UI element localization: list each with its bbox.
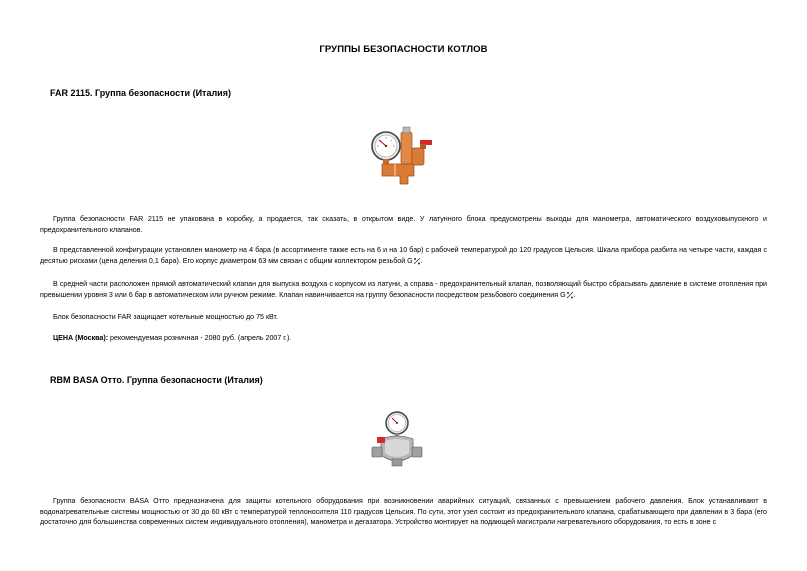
far-2115-paragraph-4: Блок безопасности FAR защищает котельные мощностью до 75 кВт.	[53, 313, 278, 321]
section-title-far-2115: FAR 2115. Группа безопасности (Италия)	[50, 88, 231, 98]
far-2115-paragraph-2-end: .	[420, 256, 423, 265]
thread-size-fraction-icon	[566, 291, 574, 299]
rbm-basa-product-image	[365, 409, 431, 471]
far-2115-paragraph-1: Группа безопасности FAR 2115 не упакована в коробку, а продается, так сказать, в открытом виде. У латунного блока предусмотрены выходы для манометра, автоматического воздуховыпускного и предохранительного клапанов.	[40, 215, 767, 234]
thread-size-fraction-icon	[413, 257, 421, 265]
rbm-basa-paragraph-1: Группа безопасности BASA Отто предназначена для защиты котельного оборудования при возникновении аварийных ситуаций, связанных с превышением рабочего давления. Блок устанавливают в водонагревательные системы мощностью от 30 до 60 кВт с температурой теплоносителя 110 градусов Цельсия. По сути, этот узел состоит из предохранительного клапана, срабатывающего при давлении в 3 бара (его достаточно для большинства современных систем индивидуального отопления), манометра и дегазатора. Устройство монтирует на подающей магистрали нагревательного оборудования, то есть в зоне с	[40, 497, 767, 527]
price-value: рекомендуемая розничная - 2080 руб. (апрель 2007 г.).	[108, 334, 292, 342]
page-title: ГРУППЫ БЕЗОПАСНОСТИ КОТЛОВ	[319, 44, 488, 55]
far-2115-paragraph-3-end: .	[573, 290, 576, 299]
section-title-rbm-basa: RBM BASA Отто. Группа безопасности (Италия)	[50, 375, 263, 385]
far-2115-paragraph-2	[40, 245, 767, 266]
price-label: ЦЕНА (Москва):	[53, 334, 109, 342]
far-2115-paragraph-2-text: В представленной конфигурации установлен манометр на 4 бара (в ассортименте также есть на 6 и на 10 бар) с рабочей температурой до 120 градусов Цельсия. Шкала прибора разбита на четыре части, каждая с десятью рисками (цена деления 0,1 бара). Его корпус диаметром 63 мм связан с общим коллектором резьбой G	[40, 246, 767, 265]
far-2115-paragraph-3	[40, 279, 767, 300]
far-2115-price	[40, 333, 767, 344]
far-2115-paragraph-3-text: В средней части расположен прямой автоматический клапан для выпуска воздуха с корпусом из латуни, а справа - предохранительный клапан, позволяющий быстро сбрасывать давление в системе отопления при превышении уровня 3 или 6 бар в автоматическом или ручном режиме. Клапан навинчивается на группу безопасности посредством резьбового соединения G	[40, 280, 767, 299]
far-2115-product-image	[368, 122, 440, 188]
